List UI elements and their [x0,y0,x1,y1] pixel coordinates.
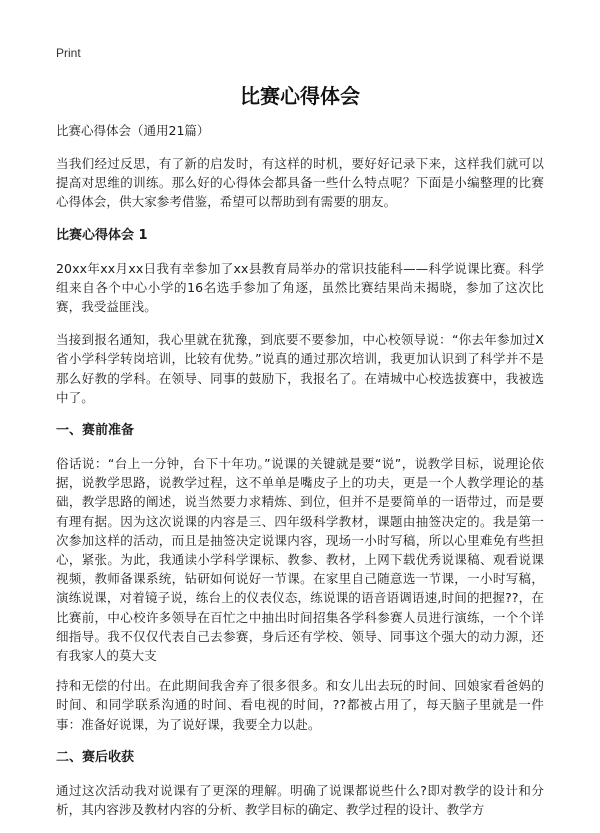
document-body [56,121,544,833]
paragraph-3: 俗话说：“台上一分钟，台下十年功。”说课的关键就是要“说”，说教学目标，说理论依据，说教学思路，说教学过程，这不单单是嘴皮子上的功夫，更是一个人教学理论的基础，教学思路的阐述，说当然要力求精炼、到位，但并不是要简单的一语带过，而是要有理有据。因为这次说课的内容是三、四年级科学教材，课题由抽签决定的。我是第一次参加这样的活动，而且是抽签决定说课内容，现场一小时写稿，所以心里难免有些担心，紧张。为此，我通读小学科学课标、教参、教材，上网下载优秀说课稿、观看说课视频，教师备课系统，钻研如何说好一节课。在家里自己随意选一节课，一小时写稿，演练说课，对着镜子说，练台上的仪表仪态，练说课的语音语调语速,时间的把握??，在比赛前，中心校许多领导在百忙之中抽出时间招集各学科参赛人员进行演练，一个个详细指导。我不仅仅代表自己去参赛，身后还有学校、领导、同事这个强大的动力源，还有我家人的莫大支 [56,456,544,664]
section-heading-gains: 二、赛后收获 [56,749,135,765]
document-subtitle: 比赛心得体会（通用21篇） [56,123,210,138]
paragraph-4: 持和无偿的付出。在此期间我舍弃了很多很多。和女儿出去玩的时间、回娘家看爸妈的时间、和同学联系沟通的时间、看电视的时间，??都被占用了，每天脑子里就是一件事：准备好说课，为了说好课，我要全力以赴。 [56,678,544,732]
paragraph-5: 通过这次活动我对说课有了更深的理解。明确了说课都说些什么?即对教学的设计和分析，其内容涉及教材内容的分析、教学目标的确定、教学过程的设计、教学方 [56,782,544,818]
section-heading-essay-1: 比赛心得体会 1 [56,227,148,243]
intro-paragraph: 当我们经过反思，有了新的启发时，有这样的时机，要好好记录下来，这样我们就可以提高对思维的训练。那么好的心得体会都具备一些什么特点呢？下面是小编整理的比赛心得体会，供大家参考借鉴，希望可以帮助到有需要的朋友。 [56,156,544,210]
paragraph-2: 当接到报名通知，我心里就在犹豫，到底要不要参加，中心校领导说：“你去年参加过X省小学科学转岗培训，比较有优势。”说真的通过那次培训，我更加认识到了科学并不是那么好教的学科。在领导、同事的鼓励下，我报名了。在靖城中心校选拔赛中，我被选中了。 [56,332,544,405]
print-link[interactable]: Print [56,46,81,60]
page-title: 比赛心得体会 [240,84,360,108]
section-heading-preparation: 一、赛前准备 [56,423,135,439]
paragraph-1: 20xx年xx月xx日我有幸参加了xx县教育局举办的常识技能科——科学说课比赛。科学组来自各个中心小学的16名选手参加了角逐，虽然比赛结果尚未揭晓，参加了这次比赛，我受益匪浅。 [56,260,544,315]
